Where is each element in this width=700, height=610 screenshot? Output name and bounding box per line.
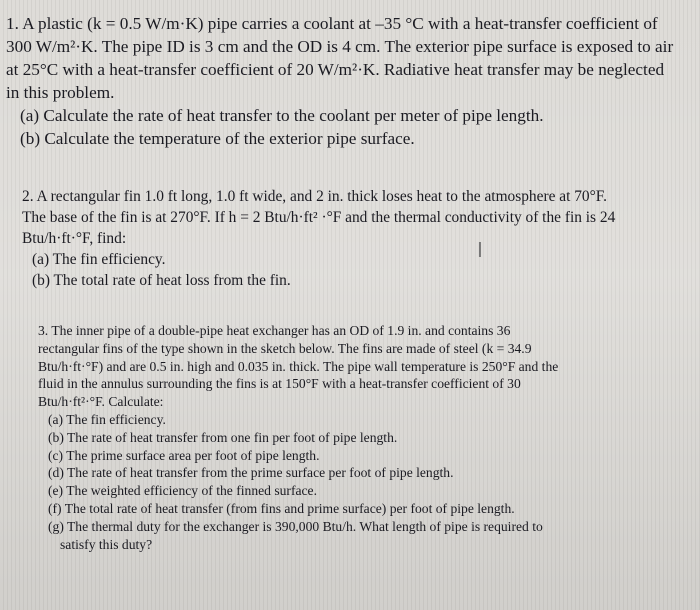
problem-1-line-1: 1. A plastic (k = 0.5 W/m·K) pipe carries a coolant at –35 °C with a heat-transfer coefficient of [6, 14, 658, 33]
problem-3 [38, 322, 558, 553]
problem-3-line-2: rectangular fins of the type shown in the sketch below. The fins are made of steel (k = 34.9 [38, 340, 532, 356]
problem-3-part-g: (g) The thermal duty for the exchanger is 390,000 Btu/h. What length of pipe is required to [48, 518, 543, 534]
problem-3-part-e: (e) The weighted efficiency of the finned surface. [48, 483, 317, 499]
problem-1-part-b: (b) Calculate the temperature of the exterior pipe surface. [20, 129, 415, 148]
problem-2-line-1: 2. A rectangular fin 1.0 ft long, 1.0 ft wide, and 2 in. thick loses heat to the atmosphere at 70°F. [22, 188, 607, 205]
problem-3-part-c: (c) The prime surface area per foot of pipe length. [48, 447, 320, 463]
problem-2-part-b: (b) The total rate of heat loss from the fin. [32, 272, 291, 289]
problem-3-part-b: (b) The rate of heat transfer from one fin per foot of pipe length. [48, 429, 398, 445]
problem-3-line-4: fluid in the annulus surrounding the fins is at 150°F with a heat-transfer coefficient of 30 [38, 376, 521, 392]
problem-1-line-2: 300 W/m²·K. The pipe ID is 3 cm and the OD is 4 cm. The exterior pipe surface is exposed to air [6, 37, 674, 56]
problem-1-line-3: at 25°C with a heat-transfer coefficient of 20 W/m²·K. Radiative heat transfer may be neglected [6, 60, 665, 79]
problem-1-part-a: (a) Calculate the rate of heat transfer to the coolant per meter of pipe length. [20, 106, 544, 125]
problem-1-line-4: in this problem. [6, 83, 115, 102]
problem-3-part-a: (a) The fin efficiency. [48, 411, 166, 427]
problem-3-part-d: (d) The rate of heat transfer from the prime surface per foot of pipe length. [48, 465, 454, 481]
problem-2 [22, 186, 615, 291]
problem-2-line-3: Btu/h·ft·°F, find: [22, 230, 127, 247]
text-cursor-icon: I [477, 238, 483, 262]
problem-2-part-a: (a) The fin efficiency. [32, 251, 166, 268]
problem-3-line-5: Btu/h·ft²·°F. Calculate: [38, 394, 164, 410]
problem-3-line-3: Btu/h·ft·°F) and are 0.5 in. high and 0.035 in. thick. The pipe wall temperature is 250°F and the [38, 358, 559, 374]
problem-2-line-2: The base of the fin is at 270°F. If h = 2 Btu/h·ft² ·°F and the thermal conductivity of the fin is 24 [22, 209, 616, 226]
problem-1 [6, 12, 673, 150]
problem-3-part-f: (f) The total rate of heat transfer (from fins and prime surface) per foot of pipe length. [48, 500, 515, 516]
problem-3-line-1: 3. The inner pipe of a double-pipe heat exchanger has an OD of 1.9 in. and contains 36 [38, 323, 511, 338]
problem-3-part-g-cont: satisfy this duty? [60, 536, 153, 552]
